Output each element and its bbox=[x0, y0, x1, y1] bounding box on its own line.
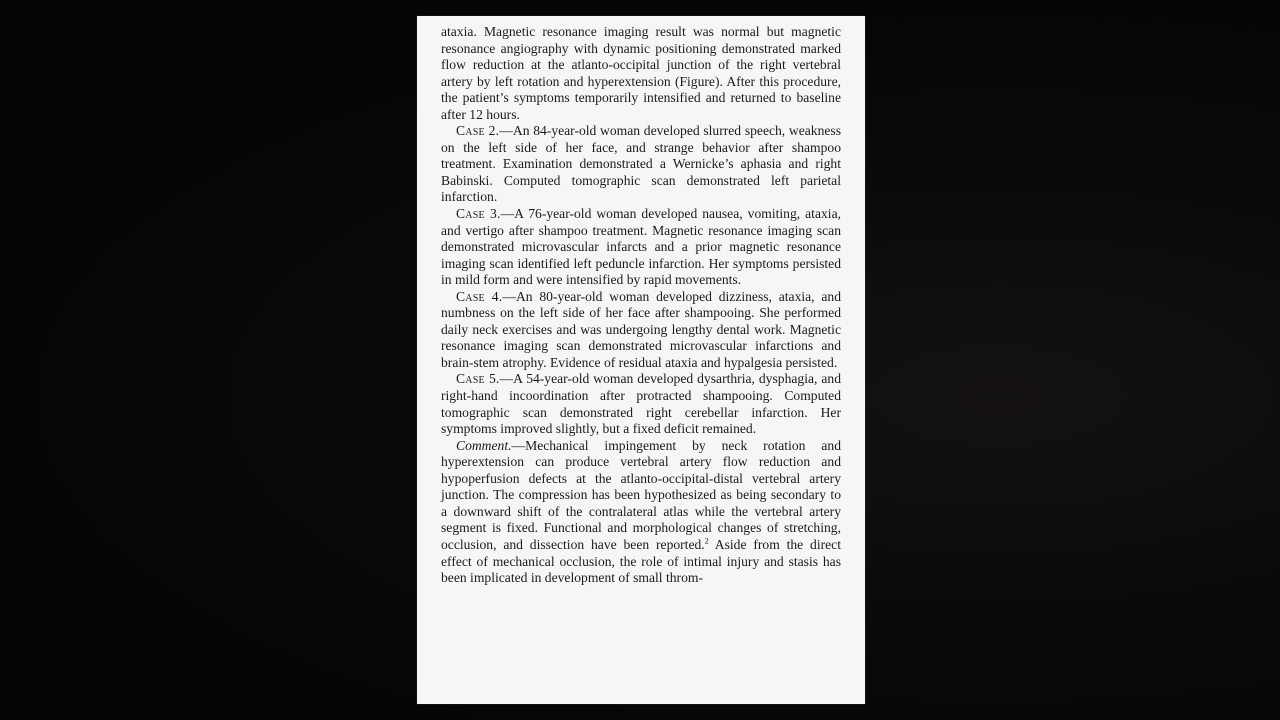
comment-text: Mechanical impingement by neck rotation and hyperextension can produce vertebral artery flow reduction and hypoperfusion defects at the atlanto-occipital-distal vertebral artery junction. The compression has been hypothesized as being secondary to a downward shift of the contralateral atlas while the vertebral artery segment is fixed. Functional and morphological changes of stretching, occlusion, and dissection have been reported. bbox=[441, 437, 841, 552]
document-page bbox=[417, 16, 865, 704]
comment-text-continued: Aside from the direct effect of mechanical occlusion, the role of intimal injury and stasis has been implicated in development of small throm- bbox=[441, 536, 841, 586]
em-dash: — bbox=[499, 123, 513, 139]
case-label: Case 4. bbox=[456, 288, 503, 304]
article-text bbox=[441, 24, 841, 587]
case-4-paragraph bbox=[441, 289, 841, 372]
paragraph-text: A 76-year-old woman developed nausea, vomiting, ataxia, and vertigo after shampoo treatment. Magnetic resonance imaging scan demonstrated microvascular infarcts and a prior magnetic resonance imaging scan identified left peduncle infarction. Her symptoms persisted in mild form and were intensified by rapid movements. bbox=[441, 206, 841, 288]
paragraph-text: An 80-year-old woman developed dizziness, ataxia, and numbness on the left side of her face after shampooing. She performed daily neck exercises and was undergoing lengthy dental work. Magnetic resonance imaging scan demonstrated microvascular infarctions and brain-stem atrophy. Evidence of residual ataxia and hypalgesia persisted. bbox=[441, 288, 841, 370]
paragraph-text: A 54-year-old woman developed dysarthria, dysphagia, and right-hand incoordination after protracted shampooing. Computed tomographic scan demonstrated right cerebellar infarction. Her symptoms improved slightly, but a fixed deficit remained. bbox=[441, 371, 842, 437]
paragraph-text: ataxia. Magnetic resonance imaging result was normal but magnetic resonance angiography with dynamic positioning demonstrated marked flow reduction at the atlanto-occipital junction of the right vertebral artery by left rotation and hyperextension (Figure). After this procedure, the patient’s symptoms temporarily intensified and returned to baseline after 12 hours. bbox=[441, 24, 841, 122]
comment-label: Comment. bbox=[456, 437, 512, 453]
reference-superscript: 2 bbox=[704, 536, 709, 546]
comment-paragraph bbox=[441, 438, 841, 587]
case-1-continuation-paragraph bbox=[441, 24, 841, 123]
em-dash: — bbox=[499, 371, 514, 387]
case-label: Case 2. bbox=[456, 123, 500, 139]
case-5-paragraph bbox=[441, 371, 841, 437]
em-dash: — bbox=[500, 206, 515, 222]
em-dash: — bbox=[511, 437, 526, 453]
case-label: Case 5. bbox=[456, 371, 500, 387]
em-dash: — bbox=[502, 288, 516, 304]
paragraph-text: An 84-year-old woman developed slurred speech, weakness on the left side of her face, and strange behavior after shampoo treatment. Examination demonstrated a Wernicke’s aphasia and right Babinski. Computed tomographic scan demonstrated left parietal infarction. bbox=[441, 123, 842, 205]
case-label: Case 3. bbox=[456, 206, 501, 222]
case-2-paragraph bbox=[441, 123, 841, 206]
case-3-paragraph bbox=[441, 206, 841, 289]
